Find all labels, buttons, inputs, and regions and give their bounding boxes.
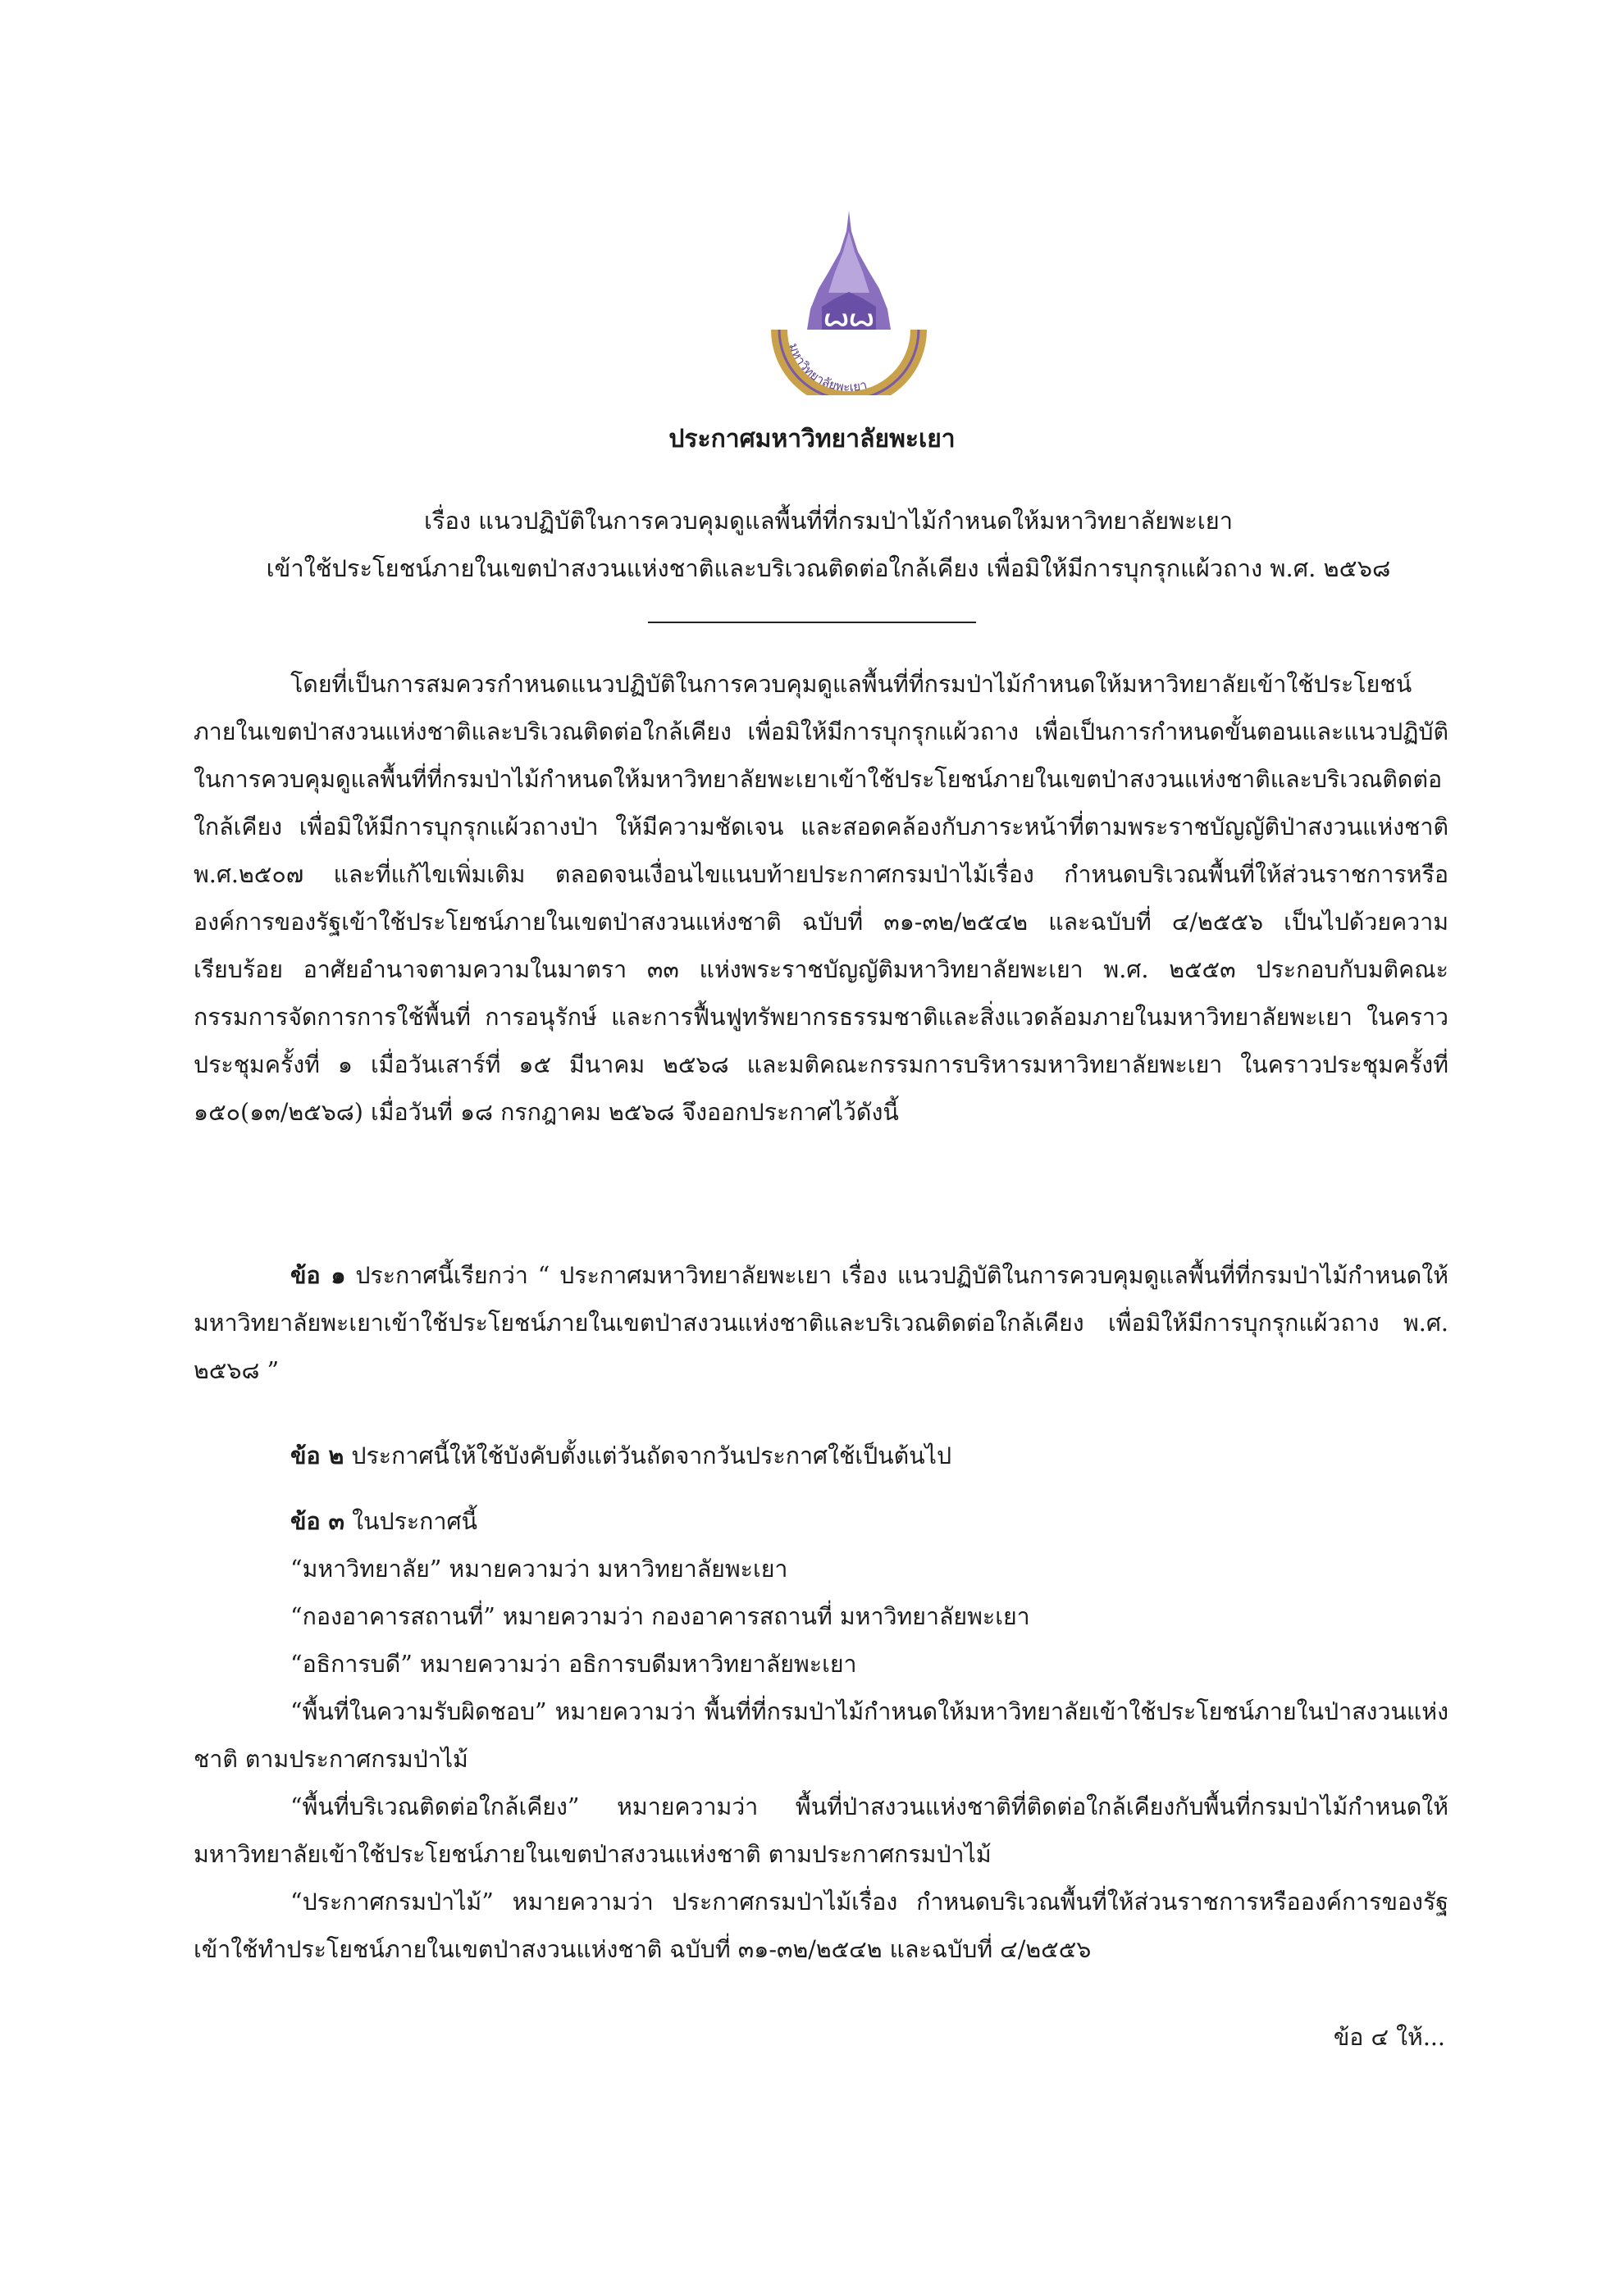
clause-1 — [194, 1251, 1448, 1395]
page-title: ประกาศมหาวิทยาลัยพะเยา — [668, 425, 956, 453]
clause-1-label: ข้อ ๑ — [290, 1261, 346, 1289]
definition-item: “กองอาคารสถานที่” หมายความว่า กองอาคารสถานที่ มหาวิทยาลัยพะเยา — [290, 1603, 1030, 1630]
university-logo — [755, 207, 943, 395]
definition-item: “อธิการบดี” หมายความว่า อธิการบดีมหาวิทยาลัยพะเยา — [290, 1651, 857, 1678]
preamble-paragraph: โดยที่เป็นการสมควรกำหนดแนวปฏิบัติในการควบคุมดูแลพื้นที่ที่กรมป่าไม้กำหนดให้มหาวิทยาลัยเข้าใช้ประโยชน์ภายในเขตป่าสงวนแห่งชาติและบริเวณติดต่อใกล้เคียง เพื่อมิให้มีการบุกรุกแผ้วถาง เพื่อเป็นการกำหนดขั้นตอนและแนวปฏิบัติในการควบคุมดูแลพื้นที่ที่กรมป่าไม้กำหนดให้มหาวิทยาลัยพะเยาเข้าใช้ประโยชน์ภายในเขตป่าสงวนแห่งชาติและบริเวณติดต่อใกล้เคียง เพื่อมิให้มีการบุกรุกแผ้วถางป่า ให้มีความชัดเจน และสอดคล้องกับภาระหน้าที่ตามพระราชบัญญัติป่าสงวนแห่งชาติ พ.ศ.๒๕๐๗ และที่แก้ไขเพิ่มเติม ตลอดจนเงื่อนไขแนบท้ายประกาศกรมป่าไม้เรื่อง กำหนดบริเวณพื้นที่ให้ส่วนราชการหรือองค์การของรัฐเข้าใช้ประโยชน์ภายในเขตป่าสงวนแห่งชาติ ฉบับที่ ๓๑-๓๒/๒๕๔๒ และฉบับที่ ๔/๒๕๕๖ เป็นไปด้วยความเรียบร้อย อาศัยอำนาจตามความในมาตรา ๓๓ แห่งพระราชบัญญัติมหาวิทยาลัยพะเยา พ.ศ. ๒๕๕๓ ประกอบกับมติคณะกรรมการจัดการการใช้พื้นที่ การอนุรักษ์ และการฟื้นฟูทรัพยากรธรรมชาติและสิ่งแวดล้อมภายในมหาวิทยาลัยพะเยา ในคราวประชุมครั้งที่ ๑ เมื่อวันเสาร์ที่ ๑๕ มีนาคม ๒๕๖๘ และมติคณะกรรมการบริหารมหาวิทยาลัยพะเยา ในคราวประชุมครั้งที่ ๑๕๐(๑๓/๒๕๖๘) เมื่อวันที่ ๑๘ กรกฎาคม ๒๕๖๘ จึงออกประกาศไว้ดังนี้ — [194, 671, 1448, 1126]
clause-3-label: ข้อ ๓ — [290, 1507, 345, 1535]
definition-item: “พื้นที่ในความรับผิดชอบ” หมายความว่า พื้นที่ที่กรมป่าไม้กำหนดให้มหาวิทยาลัยเข้าใช้ประโยชน์ภายในป่าสงวนแห่งชาติ ตามประกาศกรมป่าไม้ — [194, 1698, 1448, 1773]
clause-1-text: ประกาศนี้เรียกว่า “ ประกาศมหาวิทยาลัยพะเยา เรื่อง แนวปฏิบัติในการควบคุมดูแลพื้นที่ที่กรมป่าไม้กำหนดให้มหาวิทยาลัยพะเยาเข้าใช้ประโยชน์ภายในเขตป่าสงวนแห่งชาติและบริเวณติดต่อใกล้เคียง เพื่อมิให้มีการบุกรุกแผ้วถาง พ.ศ. ๒๕๖๘ ” — [194, 1262, 1448, 1384]
continuation-marker: ข้อ ๔ ให้... — [1333, 2024, 1445, 2051]
definitions-list — [194, 1546, 1448, 1974]
definition-item: “พื้นที่บริเวณติดต่อใกล้เคียง” หมายความว่า พื้นที่ป่าสงวนแห่งชาติที่ติดต่อใกล้เคียงกับพื้นที่กรมป่าไม้กำหนดให้มหาวิทยาลัยเข้าใช้ประโยชน์ภายในเขตป่าสงวนแห่งชาติ ตามประกาศกรมป่าไม้ — [194, 1793, 1448, 1868]
clause-3-heading — [194, 1497, 1448, 1546]
svg-text:ꙍꙍ: ꙍꙍ — [823, 303, 874, 332]
clause-2-label: ข้อ ๒ — [290, 1442, 344, 1469]
logo-text: มหาวิทยาลัยพะเยา — [786, 341, 869, 395]
title-divider — [648, 622, 976, 623]
subject-line-1: เรื่อง แนวปฏิบัติในการควบคุมดูแลพื้นที่ที่กรมป่าไม้กำหนดให้มหาวิทยาลัยพะเยา — [423, 507, 1234, 535]
clause-2-text: ประกาศนี้ให้ใช้บังคับตั้งแต่วันถัดจากวันประกาศใช้เป็นต้นไป — [351, 1442, 952, 1469]
definition-item: “ประกาศกรมป่าไม้” หมายความว่า ประกาศกรมป่าไม้เรื่อง กำหนดบริเวณพื้นที่ให้ส่วนราชการหรือองค์การของรัฐเข้าใช้ทำประโยชน์ภายในเขตป่าสงวนแห่งชาติ ฉบับที่ ๓๑-๓๒/๒๕๔๒ และฉบับที่ ๔/๒๕๕๖ — [194, 1888, 1448, 1963]
definition-item: “มหาวิทยาลัย” หมายความว่า มหาวิทยาลัยพะเยา — [290, 1556, 788, 1583]
clause-3 — [194, 1497, 1448, 1974]
clause-2 — [194, 1432, 1545, 1480]
clause-3-text: ในประกาศนี้ — [352, 1508, 478, 1535]
subject-line-2: เข้าใช้ประโยชน์ภายในเขตป่าสงวนแห่งชาติและบริเวณติดต่อใกล้เคียง เพื่อมิให้มีการบุกรุกแผ้วถาง พ.ศ. ๒๕๖๘ — [266, 554, 1391, 582]
announcement-subject — [197, 497, 1460, 592]
